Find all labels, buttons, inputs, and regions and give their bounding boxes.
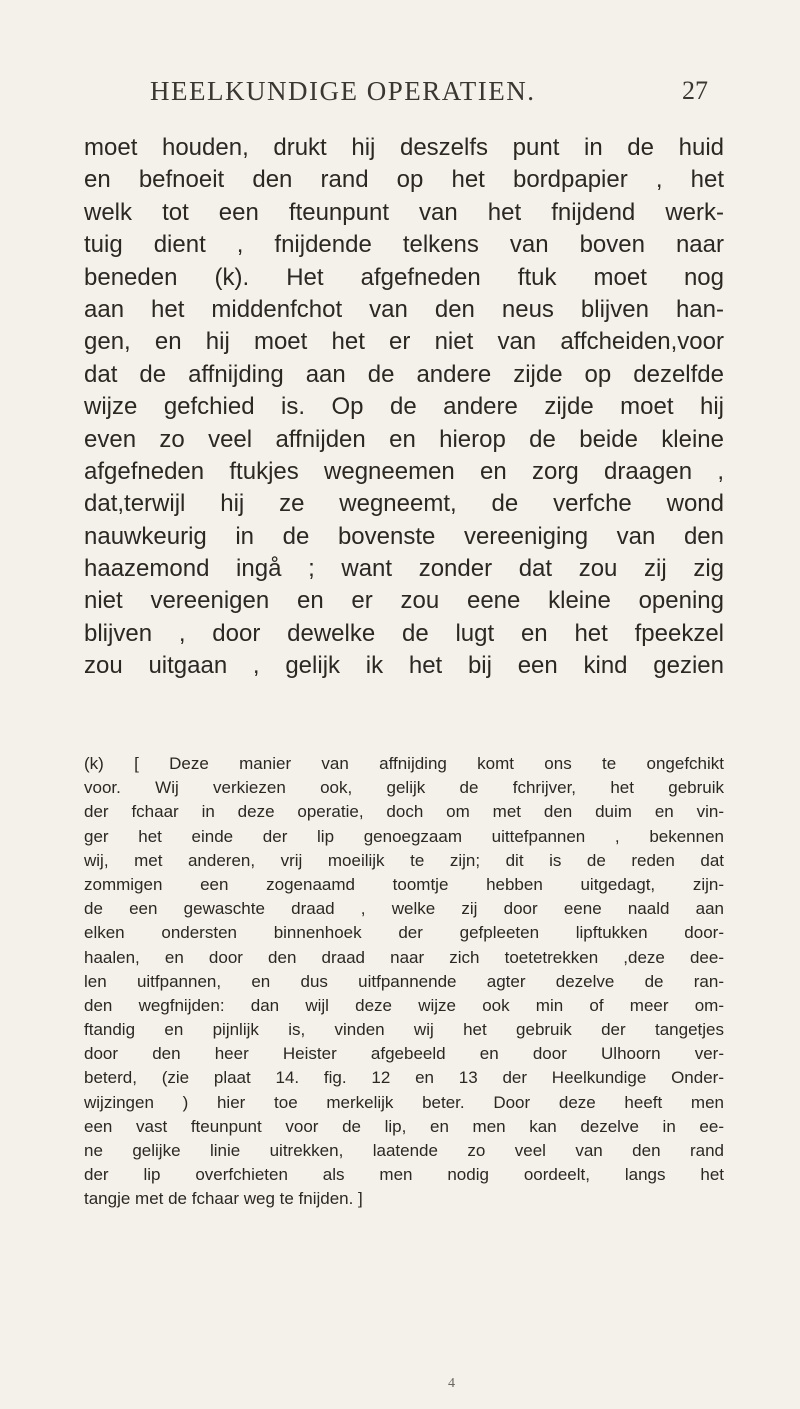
- text-line: afgefneden ftukjes wegneemen en zorg draagen ,: [84, 457, 724, 485]
- text-line: gen, en hij moet het er niet van affcheiden,voor: [84, 328, 724, 356]
- footnote-line: door den heer Heister afgebeeld en door Ulhoorn ver-: [84, 1044, 724, 1064]
- footnote-line: ftandig en pijnlijk is, vinden wij het gebruik der tangetjes: [84, 1020, 724, 1040]
- footnote-line: der lip overfchieten als men nodig oordeelt, langs het: [84, 1165, 724, 1185]
- footnote-line: voor. Wij verkiezen ook, gelijk de fchrijver, het gebruik: [84, 778, 724, 798]
- text-line: niet vereenigen en er zou eene kleine opening: [84, 587, 724, 615]
- text-line: even zo veel affnijden en hierop de beide kleine: [84, 425, 724, 453]
- footnote-line: tangje met de fchaar weg te fnijden. ]: [84, 1189, 363, 1209]
- footnote-line: der fchaar in deze operatie, doch om met den duim en vin-: [84, 802, 724, 822]
- footnote: [84, 752, 724, 1212]
- text-line: beneden (k). Het afgefneden ftuk moet nog: [84, 263, 724, 291]
- footnote-line: den wegfnijden: dan wijl deze wijze ook min of meer om-: [84, 995, 724, 1015]
- page-number: 27: [682, 76, 708, 105]
- footnote-line: zommigen een zogenaamd toomtje hebben uitgedagt, zijn-: [84, 874, 724, 894]
- text-line: moet houden, drukt hij deszelfs punt in de huid: [84, 134, 724, 161]
- text-line: zou uitgaan , gelijk ik het bij een kind gezien: [84, 652, 724, 680]
- footnote-line: beterd, (zie plaat 14. fig. 12 en 13 der Heelkundige Onder-: [84, 1068, 724, 1088]
- text-line: aan het middenfchot van den neus blijven han-: [84, 295, 724, 323]
- running-title: HEELKUNDIGE OPERATIEN.: [150, 76, 536, 106]
- text-line: haazemond ingå ; want zonder dat zou zij zig: [84, 555, 724, 583]
- footnote-line: wijzingen ) hier toe merkelijk beter. Door deze heeft men: [84, 1092, 724, 1112]
- text-line: dat,terwijl hij ze wegneemt, de verfche wond: [84, 490, 724, 518]
- signature-mark: 4: [448, 1376, 455, 1391]
- footnote-line: wij, met anderen, vrij moeilijk te zijn; dit is de reden dat: [84, 850, 724, 870]
- footnote-line: de een gewaschte draad , welke zij door eene naald aan: [84, 899, 724, 919]
- footnote-line: len uitfpannen, en dus uitfpannende agter dezelve de ran-: [84, 971, 724, 991]
- text-line: wijze gefchied is. Op de andere zijde moet hij: [84, 393, 724, 421]
- text-line: welk tot een fteunpunt van het fnijdend werk-: [84, 198, 724, 226]
- main-text: [84, 132, 724, 683]
- running-head: [120, 76, 720, 116]
- footnote-line: ne gelijke linie uitrekken, laatende zo veel van den rand: [84, 1141, 724, 1160]
- footnote-line: elken ondersten binnenhoek der gefpleeten lipftukken door-: [84, 923, 724, 943]
- footnote-line: een vast fteunpunt voor de lip, en men kan dezelve in ee-: [84, 1116, 724, 1136]
- text-line: tuig dient , fnijdende telkens van boven naar: [84, 231, 724, 259]
- footnote-line: haalen, en door den draad naar zich toetetrekken ,deze dee-: [84, 947, 724, 967]
- text-line: dat de affnijding aan de andere zijde op dezelfde: [84, 360, 724, 388]
- footnote-line: ger het einde der lip genoegzaam uittefpannen , bekennen: [84, 826, 724, 846]
- text-line: blijven , door dewelke de lugt en het fpeekzel: [84, 619, 724, 647]
- text-line: nauwkeurig in de bovenste vereeniging van den: [84, 522, 724, 550]
- text-line: en befnoeit den rand op het bordpapier , het: [84, 166, 724, 194]
- footnote-line: (k) [ Deze manier van affnijding komt ons te ongefchikt: [84, 754, 724, 773]
